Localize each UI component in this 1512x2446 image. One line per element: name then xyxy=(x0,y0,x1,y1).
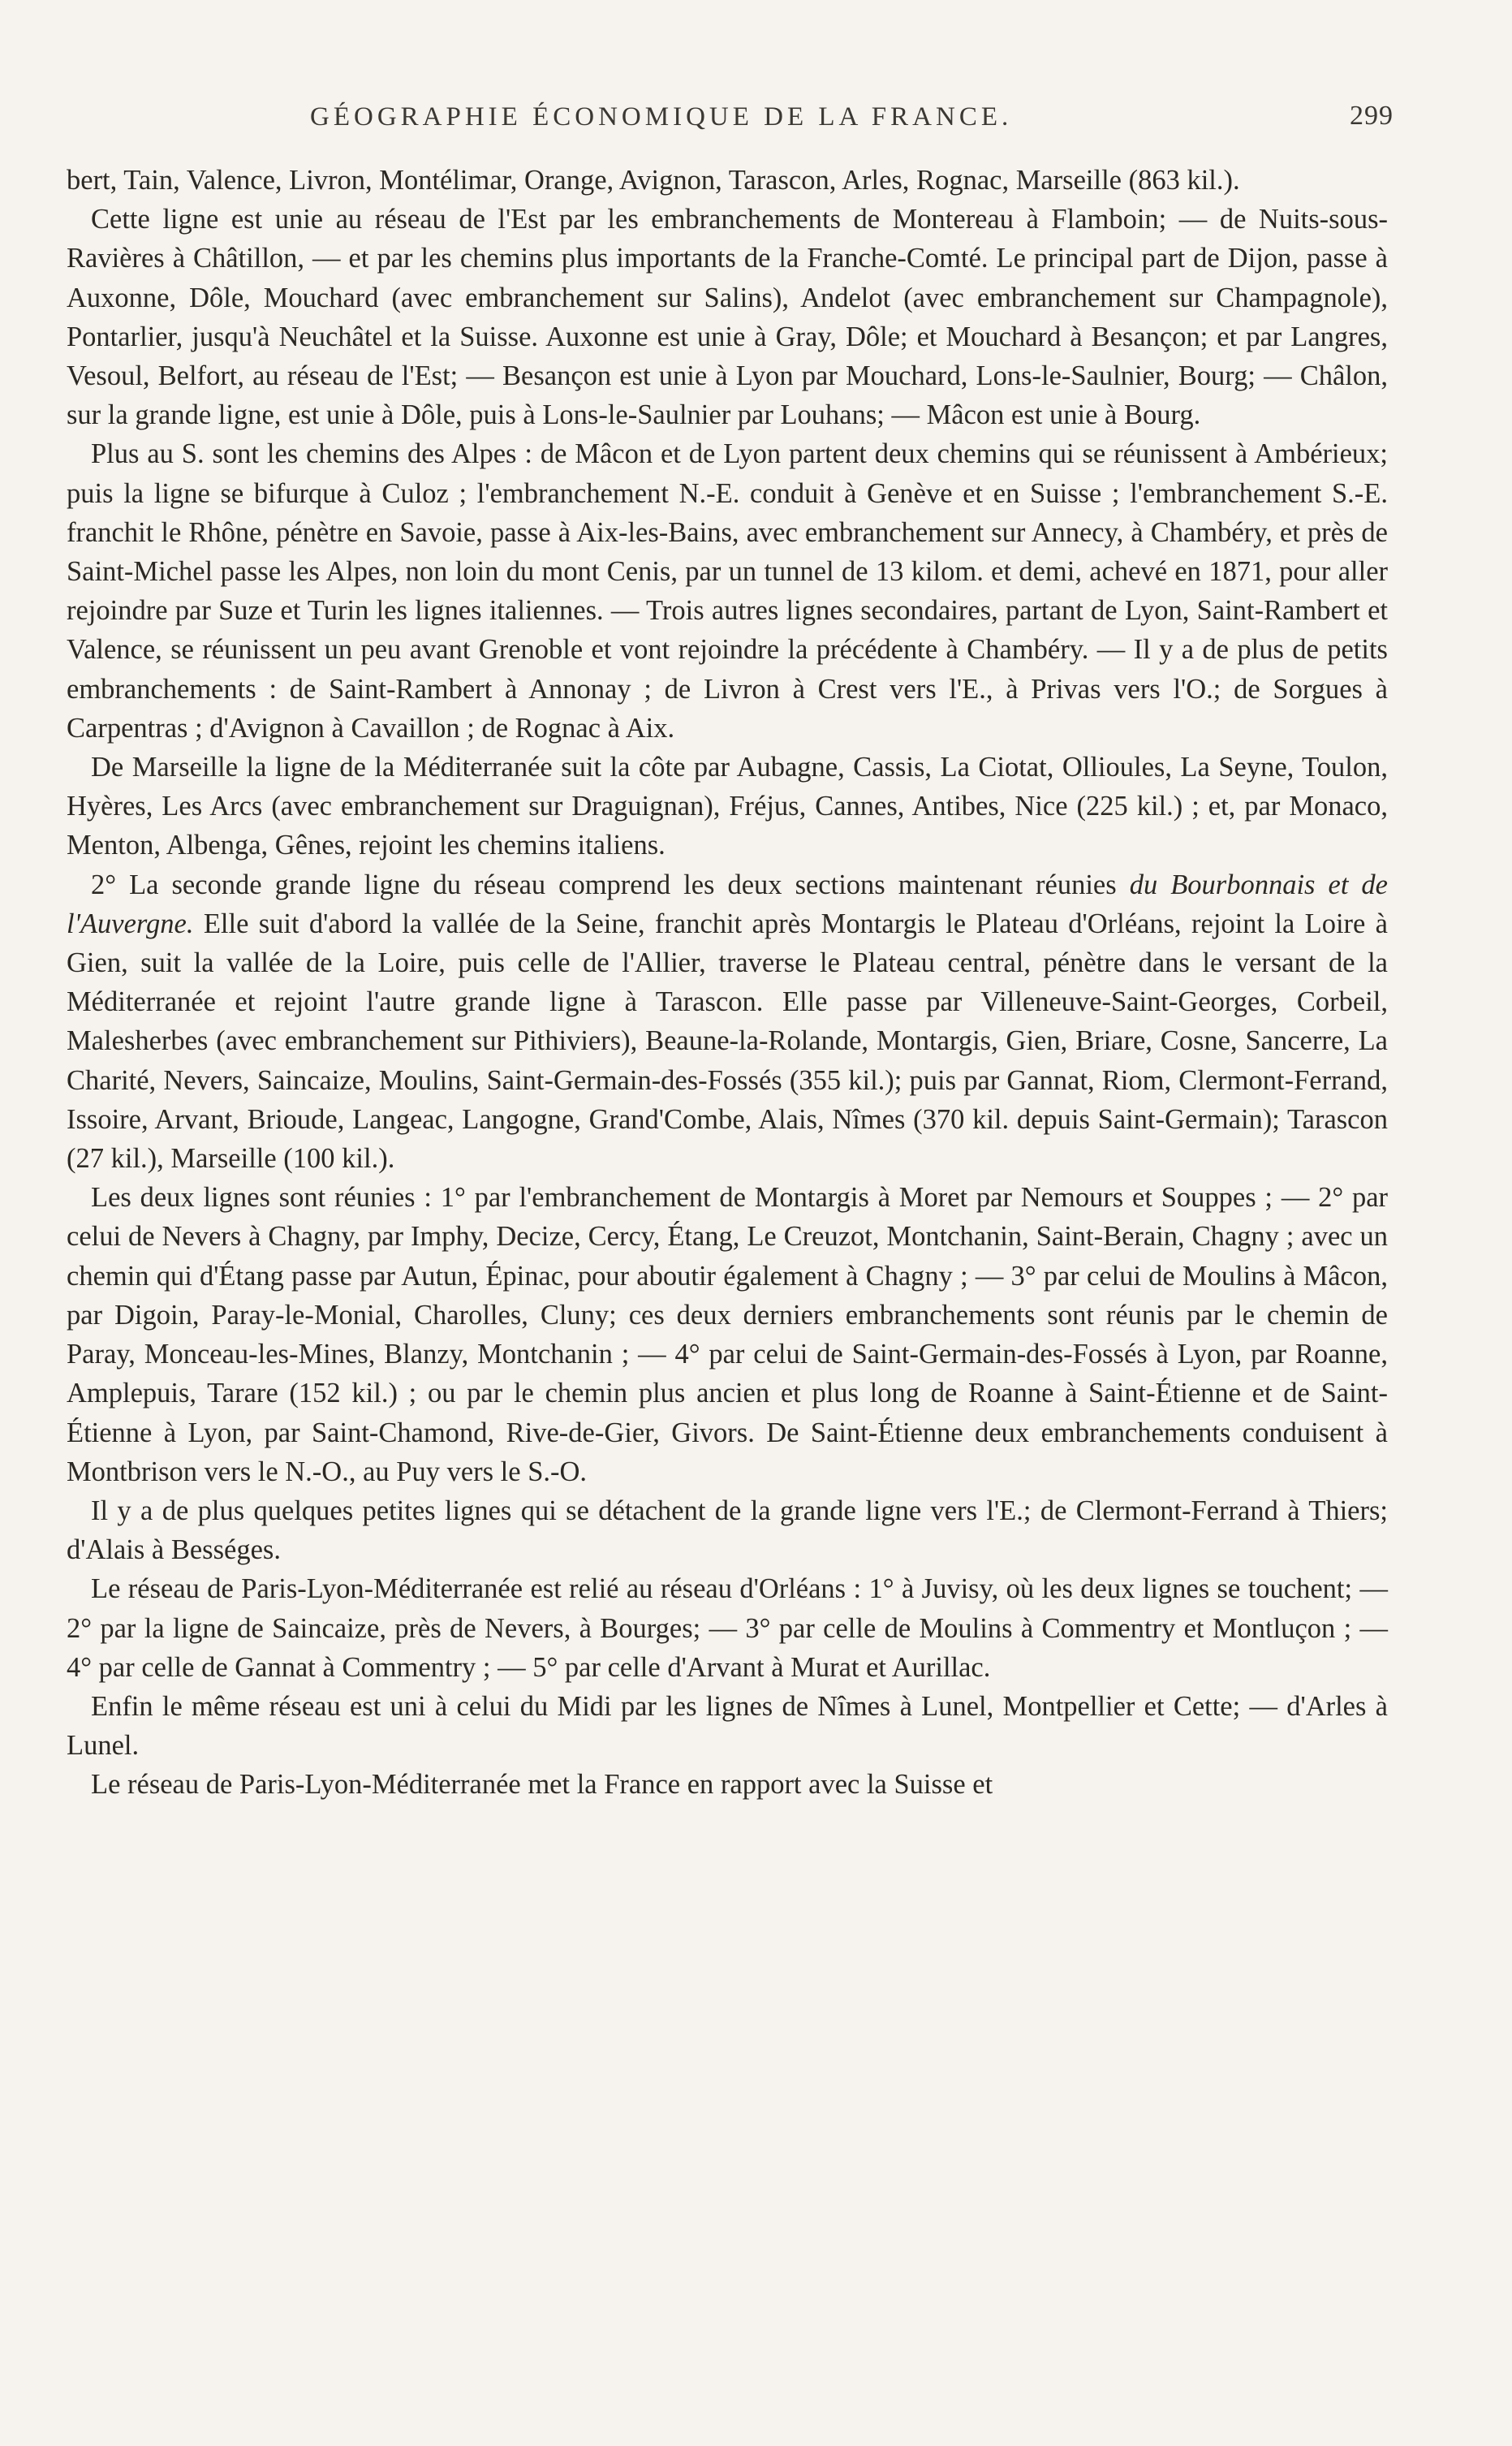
paragraph-lead: 2° La seconde grande ligne du réseau comprend les deux sections maintenant réunies xyxy=(91,869,1130,900)
paragraph: Le réseau de Paris-Lyon-Méditerranée met la France en rapport avec la Suisse et xyxy=(91,1769,993,1801)
paragraph: De Marseille la ligne de la Méditerranée suit la côte par Aubagne, Cassis, La Ciotat, Ollioules, La Seyne, Toulon, Hyères, Les Arcs (avec embranchement sur Draguignan), Fréjus, Cannes, Antibes, Nice (225 kil.) ; et, par Monaco, Menton, Albenga, Gênes, rejoint les chemins italiens. xyxy=(67,752,1388,861)
paragraph: Il y a de plus quelques petites lignes qui se détachent de la grande ligne vers l'E.; de Clermont-Ferrand à Thiers; d'Alais à Bességes. xyxy=(67,1495,1388,1566)
paragraph: Enfin le même réseau est uni à celui du Midi par les lignes de Nîmes à Lunel, Montpellier et Cette; — d'Arles à Lunel. xyxy=(67,1690,1388,1762)
section-names-italic: du Bourbonnais et de l'Auvergne. xyxy=(67,869,1388,939)
running-header xyxy=(67,91,1394,140)
paragraph xyxy=(67,865,1388,1179)
paragraph: Le réseau de Paris-Lyon-Méditerranée est relié au réseau d'Orléans : 1° à Juvisy, où les deux lignes se touchent; — 2° par la ligne de Saincaize, près de Nevers, à Bourges; — 3° par celle de Moulins à Commentry et Montluçon ; — 4° par celle de Gannat à Commentry ; — 5° par celle d'Arvant à Murat et Aurillac. xyxy=(67,1573,1388,1683)
paragraph-rest: Elle suit d'abord la vallée de la Seine, franchit après Montargis le Plateau d'Orléans, rejoint la Loire à Gien, suit la vallée de la Loire, puis celle de l'Allier, traverse le Plateau central, pénètre dans le versant de la Méditerranée et rejoint l'autre grande ligne à Tarascon. Elle passe par Villeneuve-Saint-Georges, Corbeil, Malesherbes (avec embranchement sur Pithiviers), Beaune-la-Rolande, Montargis, Gien, Briare, Cosne, Sancerre, La Charité, Nevers, Saincaize, Moulins, Saint-Germain-des-Fossés (355 kil.); puis par Gannat, Riom, Clermont-Ferrand, Issoire, Arvant, Brioude, Langeac, Langogne, Grand'Combe, Alais, Nîmes (370 kil. depuis Saint-Germain); Tarascon (27 kil.), Marseille (100 kil.). xyxy=(67,908,1388,1175)
page-number: 299 xyxy=(1350,101,1394,131)
running-title: GÉOGRAPHIE ÉCONOMIQUE DE LA FRANCE. xyxy=(310,102,1013,132)
paragraph: bert, Tain, Valence, Livron, Montélimar, Orange, Avignon, Tarascon, Arles, Rognac, Marseille (863 kil.). xyxy=(67,165,1240,196)
page-body xyxy=(67,161,1388,1805)
paragraph: Plus au S. sont les chemins des Alpes : de Mâcon et de Lyon partent deux chemins qui se réunissent à Ambérieux; puis la ligne se bifurque à Culoz ; l'embranchement N.-E. conduit à Genève et en Suisse ; l'embranchement S.-E. franchit le Rhône, pénètre en Savoie, passe à Aix-les-Bains, avec embranchement sur Annecy, à Chambéry, et près de Saint-Michel passe les Alpes, non loin du mont Cenis, par un tunnel de 13 kilom. et demi, achevé en 1871, pour aller rejoindre par Suze et Turin les lignes italiennes. — Trois autres lignes secondaires, partant de Lyon, Saint-Rambert et Valence, se réunissent un peu avant Grenoble et vont rejoindre la précédente à Chambéry. — Il y a de plus de petits embranchements : de Saint-Rambert à Annonay ; de Livron à Crest vers l'E., à Privas vers l'O.; de Sorgues à Carpentras ; d'Avignon à Cavaillon ; de Rognac à Aix. xyxy=(67,438,1388,744)
paragraph: Cette ligne est unie au réseau de l'Est par les embranchements de Montereau à Flamboin; — de Nuits-sous-Ravières à Châtillon, — et par les chemins plus importants de la Franche-Comté. Le principal part de Dijon, passe à Auxonne, Dôle, Mouchard (avec embranchement sur Salins), Andelot (avec embranchement sur Champagnole), Pontarlier, jusqu'à Neuchâtel et la Suisse. Auxonne est unie à Gray, Dôle; et Mouchard à Besançon; et par Langres, Vesoul, Belfort, au réseau de l'Est; — Besançon est unie à Lyon par Mouchard, Lons-le-Saulnier, Bourg; — Châlon, sur la grande ligne, est unie à Dôle, puis à Lons-le-Saulnier par Louhans; — Mâcon est unie à Bourg. xyxy=(67,204,1388,431)
paragraph: Les deux lignes sont réunies : 1° par l'embranchement de Montargis à Moret par Nemours et Souppes ; — 2° par celui de Nevers à Chagny, par Imphy, Decize, Cercy, Étang, Le Creuzot, Montchanin, Saint-Berain, Chagny ; avec un chemin qui d'Étang passe par Autun, Épinac, pour aboutir également à Chagny ; — 3° par celui de Moulins à Mâcon, par Digoin, Paray-le-Monial, Charolles, Cluny; ces deux derniers embranchements sont réunis par le chemin de Paray, Monceau-les-Mines, Blanzy, Montchanin ; — 4° par celui de Saint-Germain-des-Fossés à Lyon, par Roanne, Amplepuis, Tarare (152 kil.) ; ou par le chemin plus ancien et plus long de Roanne à Saint-Étienne et de Saint-Étienne à Lyon, par Saint-Chamond, Rive-de-Gier, Givors. De Saint-Étienne deux embranchements conduisent à Montbrison vers le N.-O., au Puy vers le S.-O. xyxy=(67,1182,1388,1487)
